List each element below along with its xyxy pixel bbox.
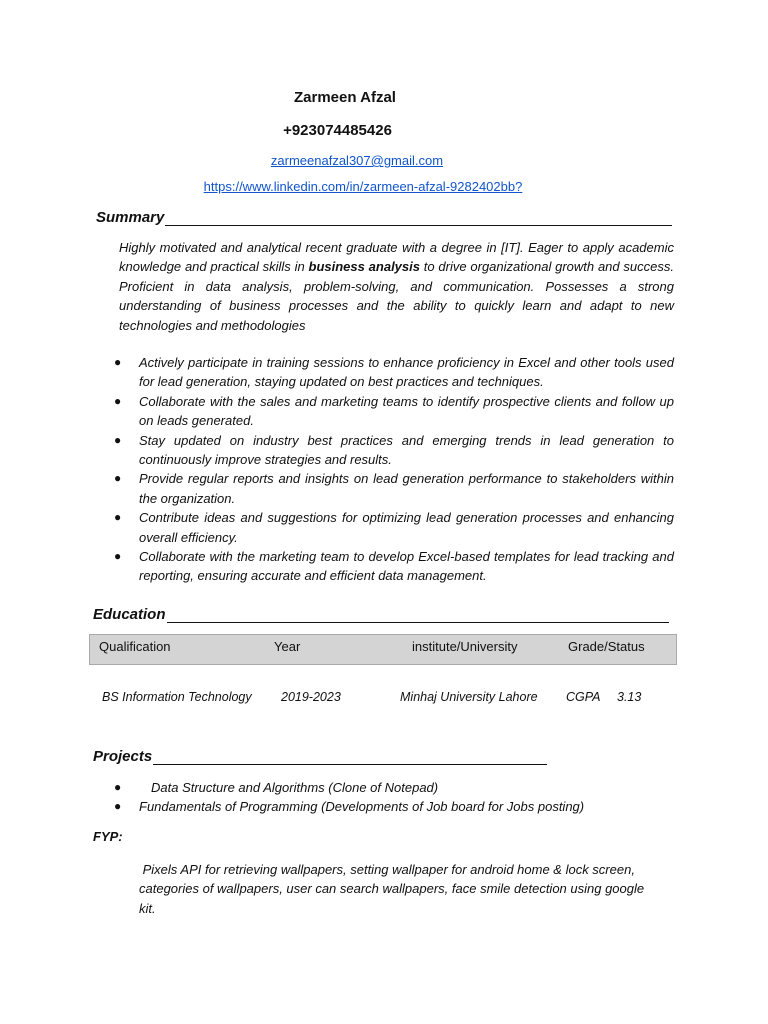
summary-heading: [96, 209, 672, 226]
linkedin-link[interactable]: https://www.linkedin.com/in/zarmeen-afzal-9282402bb?: [203, 179, 523, 194]
bullet-text: Contribute ideas and suggestions for optimizing lead generation processes and enhancing overall efficiency.: [139, 510, 674, 545]
column-header-grade: Grade/Status: [568, 639, 645, 654]
summary-bold-text: business analysis: [308, 259, 420, 275]
cell-year: 2019-2023: [281, 690, 341, 704]
email-link[interactable]: zarmeenafzal307@gmail.com: [270, 153, 444, 168]
cell-grade-value: 3.13: [617, 690, 642, 704]
education-heading: [93, 606, 669, 623]
list-item: [112, 431, 674, 470]
list-item: [112, 778, 672, 797]
bullet-text: Actively participate in training sessions to enhance proficiency in Excel and other tools used for lead generation, staying updated on best practices and techniques.: [139, 355, 674, 390]
bullet-icon: ●: [114, 432, 122, 447]
summary-bullet-list: [112, 353, 674, 586]
projects-heading-label: Projects: [93, 748, 153, 765]
column-header-year: Year: [274, 639, 301, 654]
fyp-label: FYP:: [93, 829, 123, 844]
bullet-icon: ●: [114, 799, 122, 814]
bullet-text: Provide regular reports and insights on lead generation performance to stakeholders within the organization.: [139, 471, 674, 506]
summary-heading-label: Summary: [96, 209, 165, 226]
candidate-name: Zarmeen Afzal: [294, 89, 396, 106]
table-row: [89, 690, 677, 710]
education-table-header: [89, 634, 677, 665]
bullet-text: Collaborate with the marketing team to develop Excel-based templates for lead tracking and reporting, ensuring accurate and efficient data management.: [139, 549, 674, 584]
fyp-text: Pixels API for retrieving wallpapers, setting wallpaper for android home & lock screen, categories of wallpapers, user can search wallpapers, face smile detection using google kit.: [139, 862, 645, 916]
summary-heading-rule: [165, 211, 672, 226]
projects-heading-rule: [153, 750, 547, 765]
bullet-icon: ●: [114, 471, 122, 486]
list-item: [112, 797, 672, 816]
list-item: [112, 469, 674, 508]
column-header-qualification: Qualification: [99, 639, 171, 654]
summary-text-2: to drive organizational growth and success. Proficient in data analysis, problem-solving, and communication. Possesses a strong understanding of business processes and the ability to quickly learn and adapt to new technologies and methodologies: [119, 259, 674, 333]
list-item: [112, 353, 674, 392]
cell-qualification: BS Information Technology: [102, 690, 252, 704]
project-text: Fundamentals of Programming (Developments of Job board for Jobs posting): [139, 799, 585, 815]
bullet-icon: ●: [114, 549, 122, 564]
projects-list: [112, 778, 672, 817]
education-heading-label: Education: [93, 606, 166, 623]
column-header-institute: institute/University: [412, 639, 518, 654]
list-item: [112, 547, 674, 586]
bullet-text: Stay updated on industry best practices and emerging trends in lead generation to continuously improve strategies and results.: [139, 432, 674, 468]
project-text: Data Structure and Algorithms (Clone of Notepad): [151, 780, 439, 795]
summary-text-1: Highly motivated and analytical recent graduate with a degree in [IT]. Eager to apply academic knowledge and practical skills in: [119, 240, 674, 275]
bullet-icon: ●: [114, 355, 122, 369]
education-heading-rule: [167, 608, 669, 623]
cell-institute: Minhaj University Lahore: [400, 690, 538, 704]
phone-number: +923074485426: [283, 122, 392, 139]
bullet-icon: ●: [114, 780, 122, 794]
summary-paragraph: [119, 238, 674, 335]
projects-heading: [93, 748, 547, 765]
cell-grade-label: CGPA: [566, 690, 601, 704]
bullet-text: Collaborate with the sales and marketing teams to identify prospective clients and follow up on leads generated.: [139, 393, 674, 429]
list-item: [112, 508, 674, 547]
bullet-icon: ●: [114, 510, 122, 525]
fyp-description: [139, 860, 659, 918]
bullet-icon: ●: [114, 393, 122, 408]
list-item: [112, 392, 674, 431]
